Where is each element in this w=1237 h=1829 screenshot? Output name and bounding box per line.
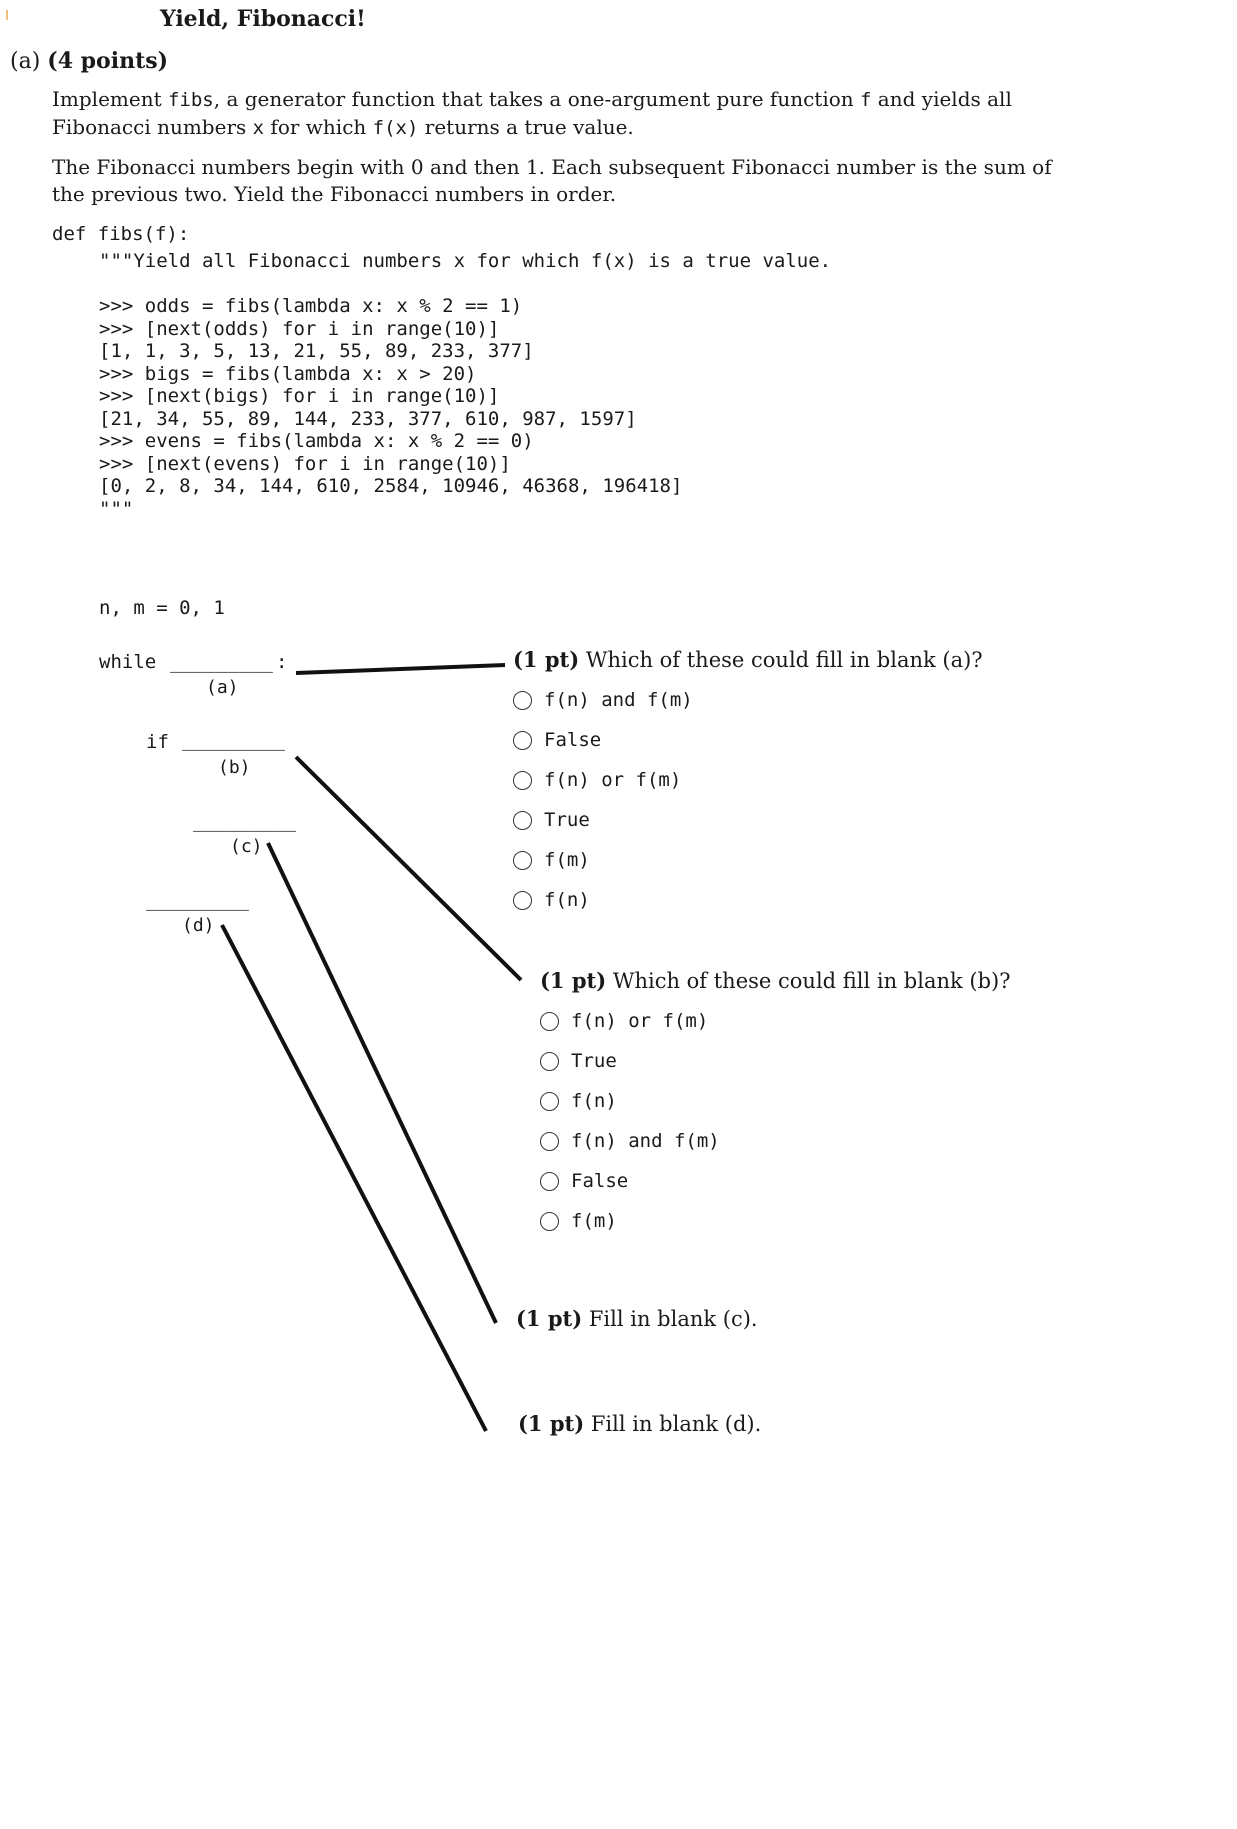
doc-line: >>> evens = fibs(lambda x: x % 2 == 0) — [99, 430, 534, 452]
connector-b — [296, 757, 521, 980]
radio-icon[interactable] — [540, 1172, 559, 1191]
doc-line: """ — [99, 497, 134, 520]
question-d-header — [518, 1411, 761, 1436]
question-b-option[interactable] — [540, 1207, 617, 1235]
while-colon: : — [276, 651, 288, 673]
question-a-header — [513, 647, 983, 672]
part-points: (4 points) — [47, 48, 169, 74]
radio-icon[interactable] — [513, 851, 532, 870]
doc-line: >>> [next(bigs) for i in range(10)] — [99, 385, 500, 407]
blank-b-line: _________ — [182, 729, 285, 751]
question-a-option[interactable] — [513, 886, 590, 914]
option-label: f(n) and f(m) — [544, 689, 693, 711]
option-label: f(n) — [571, 1090, 617, 1112]
radio-icon[interactable] — [513, 731, 532, 750]
option-label: f(m) — [544, 849, 590, 871]
question-a-option[interactable] — [513, 806, 590, 834]
option-label: f(n) or f(m) — [571, 1010, 709, 1032]
page-title: Yield, Fibonacci! — [160, 6, 366, 32]
radio-icon[interactable] — [540, 1052, 559, 1071]
question-a-points: (1 pt) — [513, 647, 580, 672]
doc-line: [21, 34, 55, 89, 144, 233, 377, 610, 987, 1597] — [99, 407, 637, 430]
doc-line: """Yield all Fibonacci numbers x for which f(x) is a true value. — [99, 250, 832, 272]
part-label: (a) — [10, 49, 41, 74]
doc-line: >>> odds = fibs(lambda x: x % 2 == 1) — [99, 295, 523, 317]
blank-b-label: (b) — [218, 757, 251, 778]
doc-line: [0, 2, 8, 34, 144, 610, 2584, 10946, 46368, 196418] — [99, 475, 683, 497]
doc-line: >>> [next(evens) for i in range(10)] — [99, 452, 511, 475]
doc-line: >>> bigs = fibs(lambda x: x > 20) — [99, 362, 477, 385]
blank-d-line: _________ — [146, 889, 249, 911]
option-label: f(n) or f(m) — [544, 769, 682, 791]
if-keyword: if — [146, 731, 169, 753]
question-b-text: Which of these could fill in blank (b)? — [606, 969, 1011, 993]
question-a-text: Which of these could fill in blank (a)? — [579, 648, 983, 672]
init-line: n, m = 0, 1 — [99, 597, 225, 619]
radio-icon[interactable] — [513, 771, 532, 790]
blank-d-label: (d) — [182, 915, 215, 936]
question-c-points: (1 pt) — [516, 1306, 583, 1331]
radio-icon[interactable] — [513, 811, 532, 830]
option-label: True — [571, 1050, 617, 1072]
option-label: False — [544, 729, 602, 751]
doc-line: >>> [next(odds) for i in range(10)] — [99, 317, 500, 340]
doc-line: [1, 1, 3, 5, 13, 21, 55, 89, 233, 377] — [99, 340, 534, 362]
option-label: f(n) and f(m) — [571, 1130, 720, 1152]
blank-a-label: (a) — [206, 677, 239, 698]
radio-icon[interactable] — [540, 1092, 559, 1111]
question-b-points: (1 pt) — [540, 968, 607, 993]
radio-icon[interactable] — [540, 1212, 559, 1231]
question-a-option[interactable] — [513, 726, 601, 754]
instructions-paragraph: Implement fibs, a generator function that takes a one-argument pure function f and yields all Fibonacci numbers x for which f(x) returns a true value. — [52, 87, 1012, 139]
code-def-line: def fibs(f): — [52, 223, 190, 245]
radio-icon[interactable] — [540, 1012, 559, 1031]
question-c-text: Fill in blank (c). — [582, 1307, 758, 1331]
option-label: True — [544, 809, 590, 831]
question-b-option[interactable] — [540, 1047, 617, 1075]
blank-c-label: (c) — [230, 836, 263, 857]
radio-icon[interactable] — [513, 891, 532, 910]
question-b-header — [540, 968, 1011, 993]
question-d-points: (1 pt) — [518, 1411, 585, 1436]
option-label: False — [571, 1170, 629, 1192]
blank-a-line: _________ — [170, 651, 273, 673]
option-label: f(n) — [544, 889, 590, 911]
question-b-option[interactable] — [540, 1087, 617, 1115]
question-d-text: Fill in blank (d). — [584, 1412, 762, 1436]
connector-d — [222, 925, 486, 1431]
question-c-header — [516, 1306, 758, 1331]
question-b-option[interactable] — [540, 1127, 720, 1155]
option-label: f(m) — [571, 1210, 617, 1232]
connector-a — [296, 665, 505, 673]
question-a-option[interactable] — [513, 766, 681, 794]
blank-c-line: _________ — [193, 810, 296, 832]
while-keyword: while — [99, 651, 157, 673]
radio-icon[interactable] — [540, 1132, 559, 1151]
fibonacci-description: The Fibonacci numbers begin with 0 and then 1. Each subsequent Fibonacci number is the sum of the previous two. Yield the Fibonacci numbers in order. — [52, 155, 1052, 206]
question-b-option[interactable] — [540, 1007, 708, 1035]
question-a-option[interactable] — [513, 686, 693, 714]
radio-icon[interactable] — [513, 691, 532, 710]
question-b-option[interactable] — [540, 1167, 628, 1195]
question-a-option[interactable] — [513, 846, 590, 874]
